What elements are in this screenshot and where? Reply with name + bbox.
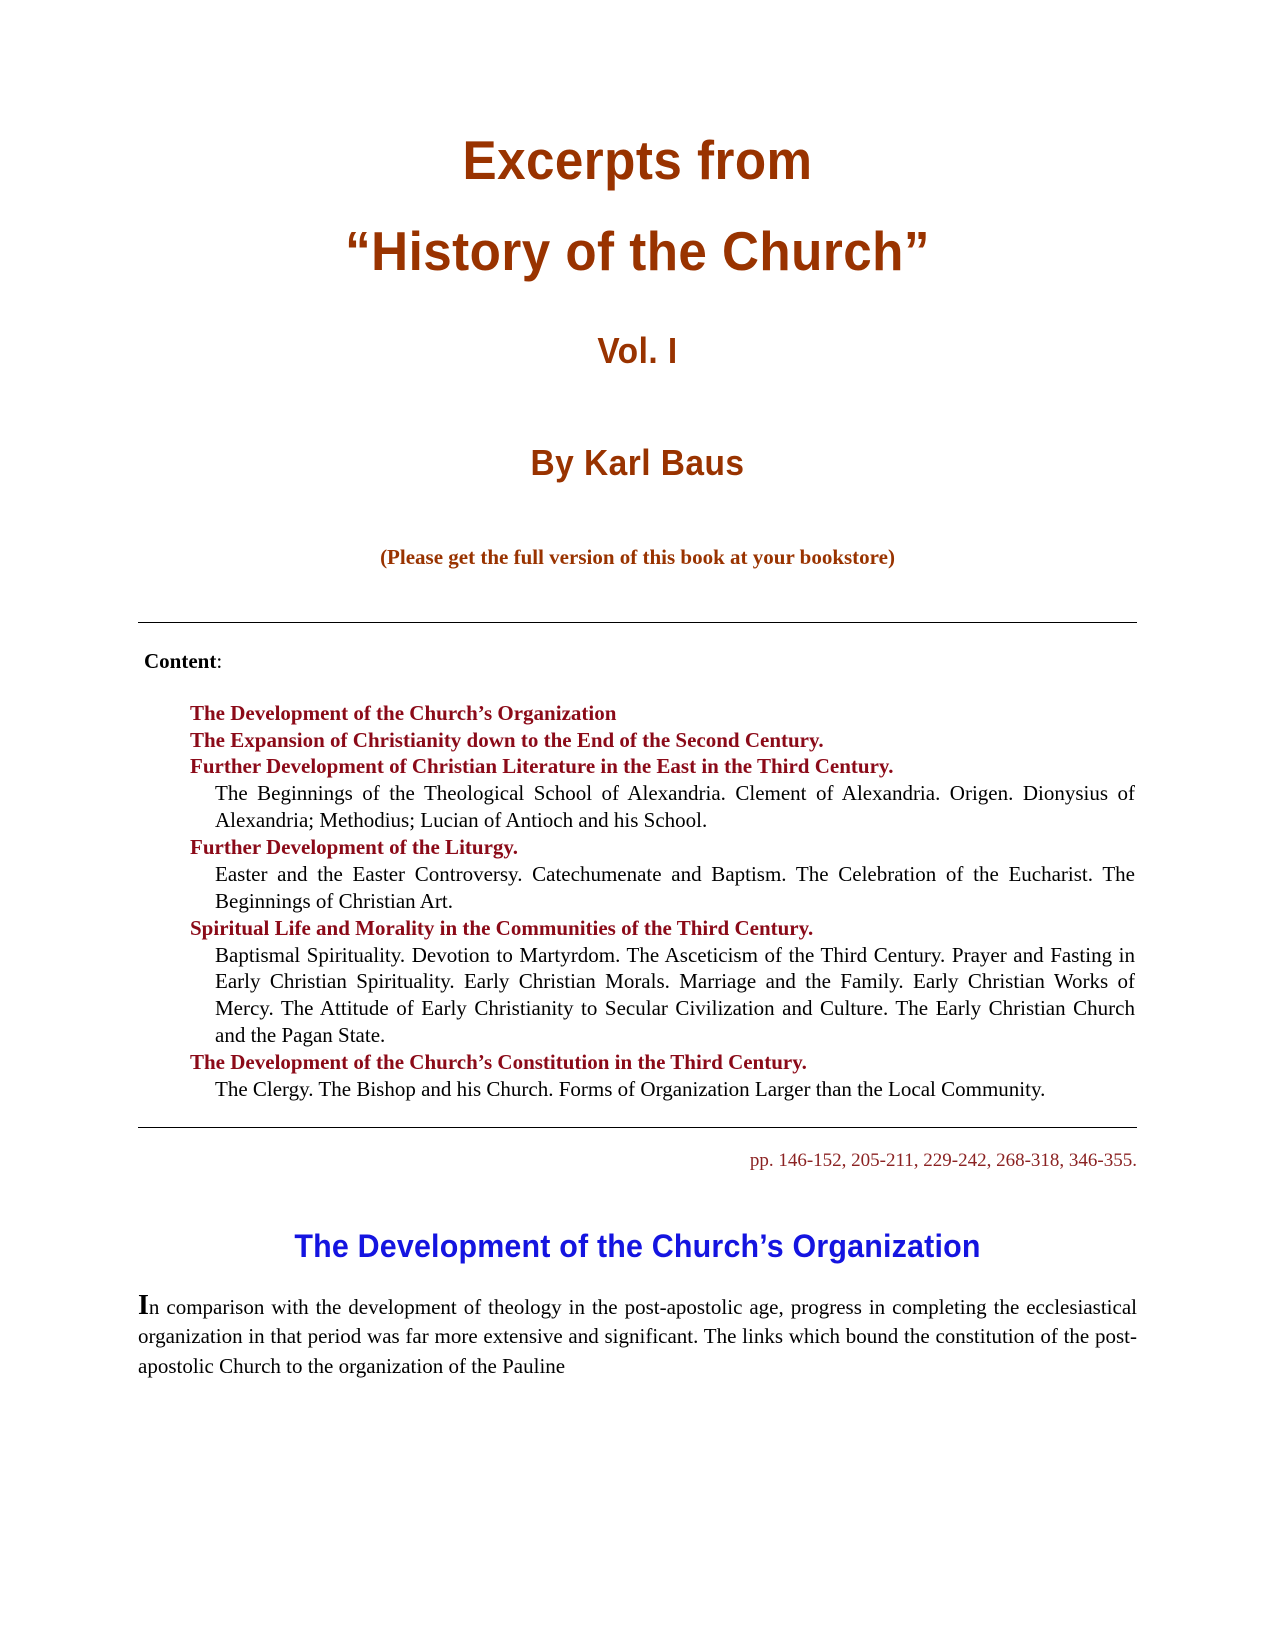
- page-range-note: pp. 146-152, 205-211, 229-242, 268-318, 346-355.: [749, 1149, 1137, 1171]
- body-paragraph: [138, 1265, 1137, 1381]
- paragraph-text: n comparison with the development of theology in the post-apostolic age, progress in completing the ecclesiastical organization in that period was far more extensive and significant. The links which bound the constitution of the post-apostolic Church to the organization of the Pauline: [138, 1294, 1137, 1378]
- content-label-colon: :: [216, 648, 223, 673]
- content-label: [138, 623, 1137, 674]
- document-byline: By Karl Baus: [530, 442, 745, 484]
- toc-heading[interactable]: Spiritual Life and Morality in the Communities of the Third Century.: [190, 915, 814, 940]
- toc-description: The Beginnings of the Theological School of Alexandria. Clement of Alexandria. Origen. Dionysius of Alexandria; Methodius; Lucian of Antioch and his School.: [215, 781, 1135, 833]
- document-title-line-2: “History of the Church”: [345, 219, 930, 282]
- paragraph-dropcap: I: [138, 1289, 149, 1321]
- toc-heading[interactable]: Further Development of the Liturgy.: [190, 835, 518, 860]
- section-heading: The Development of the Church’s Organization: [294, 1227, 981, 1264]
- toc-description: Baptismal Spirituality. Devotion to Martyrdom. The Asceticism of the Third Century. Prayer and Fasting in Early Christian Spirituality. Early Christian Morals. Marriage and the Family. Early Christian Works of Mercy. The Attitude of Early Christianity to Secular Civilization and Culture. The Early Christian Church and the Pagan State.: [215, 942, 1135, 1048]
- bookstore-note: (Please get the full version of this book at your bookstore): [380, 544, 895, 569]
- toc-heading[interactable]: The Expansion of Christianity down to the End of the Second Century.: [190, 727, 824, 752]
- document-title-line-1: Excerpts from: [462, 129, 813, 191]
- toc-description: The Clergy. The Bishop and his Church. Forms of Organization Larger than the Local Community.: [215, 1076, 1046, 1101]
- toc-description: Easter and the Easter Controversy. Catechumenate and Baptism. The Celebration of the Eucharist. The Beginnings of Christian Art.: [215, 861, 1135, 913]
- toc-heading[interactable]: The Development of the Church’s Organization: [190, 700, 617, 725]
- content-label-text: Content: [144, 648, 217, 673]
- toc-heading[interactable]: The Development of the Church’s Constitution in the Third Century.: [190, 1050, 807, 1075]
- title-block: [138, 0, 1137, 485]
- toc-heading[interactable]: Further Development of Christian Literature in the East in the Third Century.: [190, 754, 894, 779]
- table-of-contents: [138, 674, 1137, 1103]
- document-volume: Vol. I: [597, 329, 678, 371]
